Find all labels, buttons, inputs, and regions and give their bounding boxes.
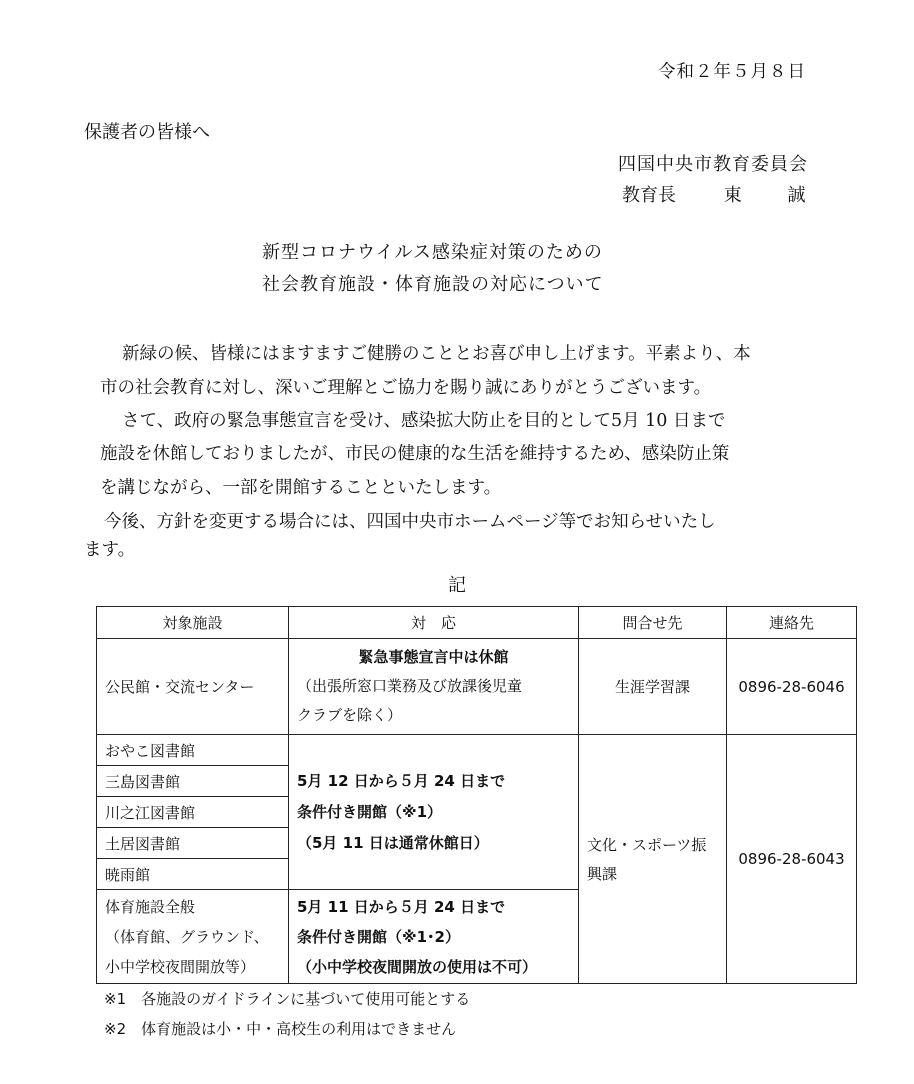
header-contact: 問合せ先	[579, 607, 727, 639]
contact-dept-line: 文化・スポーツ振	[587, 836, 707, 854]
header-facility: 対象施設	[97, 607, 289, 639]
response-line: 緊急事態宣言中は休館	[358, 648, 509, 666]
body-paragraph2-line2: 施設を休館しておりましたが、市民の健康的な生活を維持するため、感染防止策	[100, 444, 730, 464]
sender-name-given: 誠	[787, 185, 806, 206]
phone-cell: 0896-28-6046	[727, 639, 857, 735]
sender-signature	[622, 181, 805, 207]
body-paragraph1-line2: 市の社会教育に対し、深いご理解とご協力を賜り誠にありがとうございます。	[100, 378, 712, 398]
document-title-line2: 社会教育施設・体育施設の対応について	[262, 274, 604, 295]
response-cell	[289, 735, 579, 890]
response-cell	[289, 890, 579, 984]
facility-cell	[97, 890, 289, 984]
response-line: （小中学校夜間開放の使用は不可）	[297, 957, 538, 976]
response-line: 条件付き開館（※1）	[297, 802, 443, 821]
sender-organization: 四国中央市教育委員会	[618, 154, 808, 175]
response-line: 条件付き開館（※1･2）	[297, 927, 460, 946]
response-line: 5月 12 日から５月 24 日まで	[297, 771, 506, 790]
facility-line: 体育施設全般	[105, 897, 196, 916]
facility-cell: 土居図書館	[97, 828, 289, 859]
sender-title: 教育長	[622, 185, 676, 206]
header-phone: 連絡先	[727, 607, 857, 639]
facility-cell: 川之江図書館	[97, 797, 289, 828]
document-title-line1: 新型コロナウイルス感染症対策のための	[262, 242, 603, 263]
response-line: （5月 11 日は通常休館日）	[297, 833, 489, 852]
response-cell	[289, 639, 579, 735]
document-date: 令和２年５月８日	[658, 62, 806, 82]
sender-name-family: 東	[723, 185, 742, 206]
facility-cell: 公民館・交流センター	[97, 639, 289, 735]
note-2: ※2 体育施設は小・中・高校生の利用はできません	[104, 1020, 457, 1038]
body-paragraph2-line3: を講じながら、一部を開館することといたします。	[100, 478, 502, 498]
note-1: ※1 各施設のガイドラインに基づいて使用可能とする	[104, 990, 471, 1008]
contact-dept-line: 興課	[587, 865, 618, 883]
response-line: （出張所窓口業務及び放課後児童	[297, 677, 523, 695]
facility-line: 小中学校夜間開放等）	[105, 957, 256, 976]
body-paragraph1-line1: 新緑の候、皆様にはますますご健勝のこととお喜び申し上げます。平素より、本	[122, 344, 751, 364]
body-paragraph2-line1: さて、政府の緊急事態宣言を受け、感染拡大防止を目的として5月 10 日まで	[122, 411, 726, 431]
facilities-table	[96, 606, 857, 984]
addressee: 保護者の皆様へ	[84, 122, 210, 143]
table-row	[97, 639, 857, 735]
facility-cell: おやこ図書館	[97, 735, 289, 766]
body-paragraph3-line2: ます。	[84, 540, 136, 560]
header-response: 対 応	[289, 607, 579, 639]
ki-heading: 記	[448, 575, 466, 596]
facility-cell: 三島図書館	[97, 766, 289, 797]
contact-dept-cell: 生涯学習課	[579, 639, 727, 735]
table-header-row	[97, 607, 857, 639]
phone-cell: 0896-28-6043	[727, 735, 857, 984]
contact-dept-cell	[579, 735, 727, 984]
body-paragraph3-line1: 今後、方針を変更する場合には、四国中央市ホームページ等でお知らせいたし	[104, 512, 716, 532]
facility-cell: 暁雨館	[97, 859, 289, 890]
facility-line: （体育館、グラウンド、	[105, 927, 269, 946]
response-line: 5月 11 日から５月 24 日まで	[297, 897, 506, 916]
response-line: クラブを除く）	[297, 706, 403, 724]
table-row	[97, 735, 857, 766]
